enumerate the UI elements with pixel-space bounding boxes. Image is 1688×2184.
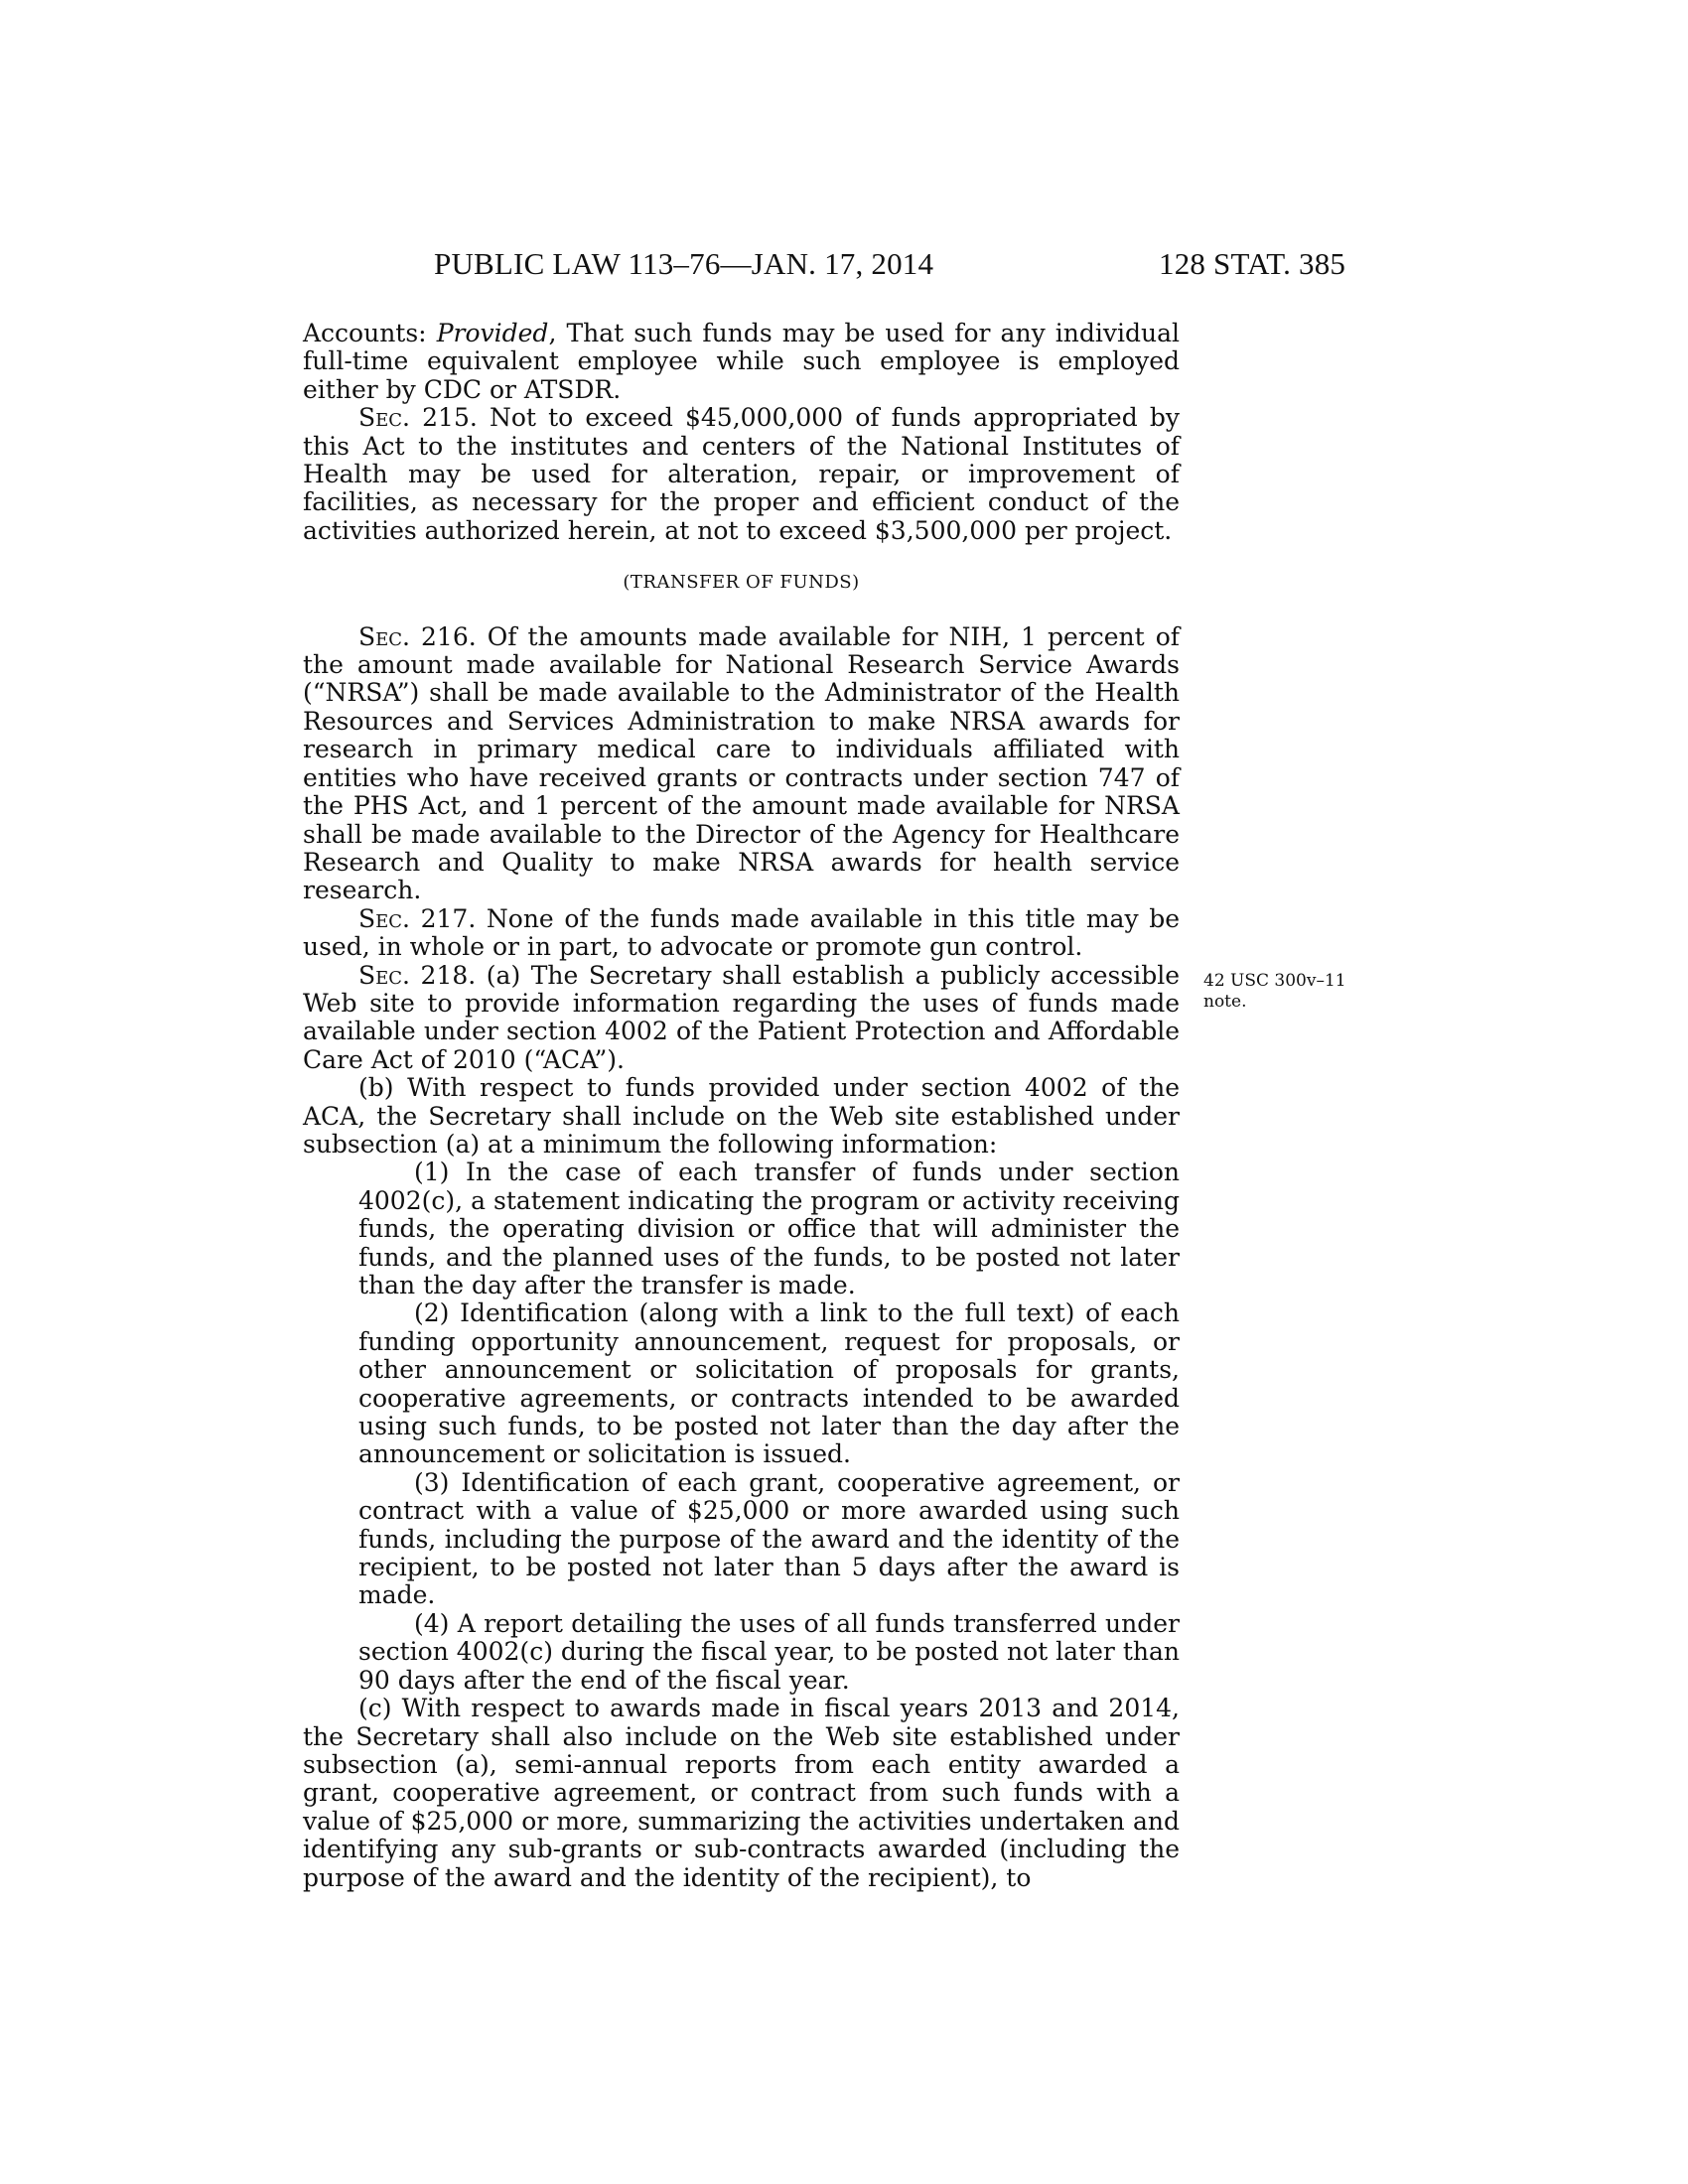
provided-italic: Provided bbox=[436, 319, 549, 347]
section-text: 216. Of the amounts made available for NIH, 1 percent of the amount made available for National Research Service Awards (“NRSA”) shall be made available to the Administrator of the Health Resources and Services Administration to make NRSA awards for research in primary medical care to individuals affiliated with entities who have received grants or contracts under section 747 of the PHS Act, and 1 percent of the amount made available for NRSA shall be made available to the Director of the Agency for Healthcare Research and Quality to make NRSA awards for health service research. bbox=[303, 621, 1180, 905]
running-head bbox=[0, 246, 1688, 286]
text-run: Accounts: bbox=[303, 319, 437, 347]
section-217 bbox=[303, 905, 1180, 962]
paragraph-accounts bbox=[303, 320, 1180, 404]
margin-note-usc bbox=[1203, 971, 1346, 1013]
transfer-of-funds-heading: (TRANSFER OF FUNDS) bbox=[623, 572, 860, 594]
section-label: Sec. bbox=[358, 621, 410, 651]
margin-note-line: 42 USC 300v–11 bbox=[1203, 971, 1346, 991]
margin-note-line: note. bbox=[1203, 992, 1247, 1012]
header-title: PUBLIC LAW 113–76—JAN. 17, 2014 bbox=[434, 246, 934, 281]
section-label: Sec. bbox=[358, 960, 410, 990]
section-218-b: (b) With respect to funds provided under section 4002 of the ACA, the Secretary shall include on the Web site established under subsection (a) at a minimum the following information: bbox=[303, 1073, 1180, 1159]
list-item-3: (3) Identification of each grant, cooperative agreement, or contract with a value of $25,000 or more awarded using such funds, including the purpose of the award and the identity of the recipient, to be posted not later than 5 days after the award is made. bbox=[358, 1467, 1180, 1610]
section-218-c: (c) With respect to awards made in fiscal years 2013 and 2014, the Secretary shall also include on the Web site established under subsection (a), semi-annual reports from each entity awarded a grant, cooperative agreement, or contract from such funds with a value of $25,000 or more, summarizing the activities undertaken and identifying any sub-grants or sub-contracts awarded (including the purpose of the award and the identity of the recipient), to bbox=[303, 1694, 1180, 1892]
section-218 bbox=[303, 962, 1180, 1075]
section-text: 218. (a) The Secretary shall establish a publicly accessible Web site to provide information regarding the uses of funds made available under section 4002 of the Patient Protection and Affordable Care Act of 2010 (“ACA”). bbox=[303, 960, 1180, 1074]
text-run: , That such funds may be used for any individual full-time equivalent employee while such employee is employed either by CDC or ATSDR. bbox=[303, 319, 1180, 404]
header-stat-citation: 128 STAT. 385 bbox=[1159, 246, 1346, 281]
list-item-2: (2) Identification (along with a link to the full text) of each funding opportunity announcement, request for proposals, or other announcement or solicitation of proposals for grants, cooperative agreements, or contracts intended to be awarded using such funds, to be posted not later than the day after the announcement or solicitation is issued. bbox=[358, 1298, 1180, 1469]
body-text bbox=[303, 320, 1180, 1892]
section-label: Sec. bbox=[358, 403, 410, 433]
section-text: 217. None of the funds made available in this title may be used, in whole or in part, to advocate or promote gun control. bbox=[303, 903, 1180, 962]
section-215 bbox=[303, 404, 1180, 545]
section-216 bbox=[303, 623, 1180, 905]
section-text: 215. Not to exceed $45,000,000 of funds appropriated by this Act to the institutes and centers of the National Institutes of Health may be used for alteration, repair, or improvement of facilities, as necessary for the proper and efficient conduct of the activities authorized herein, at not to exceed $3,500,000 per project. bbox=[303, 403, 1180, 545]
list-item-4: (4) A report detailing the uses of all funds transferred under section 4002(c) during the fiscal year, to be posted not later than 90 days after the end of the fiscal year. bbox=[358, 1608, 1180, 1695]
list-item-1: (1) In the case of each transfer of funds under section 4002(c), a statement indicating the program or activity receiving funds, the operating division or office that will administer the funds, and the planned uses of the funds, to be posted not later than the day after the transfer is made. bbox=[358, 1158, 1180, 1299]
section-label: Sec. bbox=[358, 903, 410, 933]
